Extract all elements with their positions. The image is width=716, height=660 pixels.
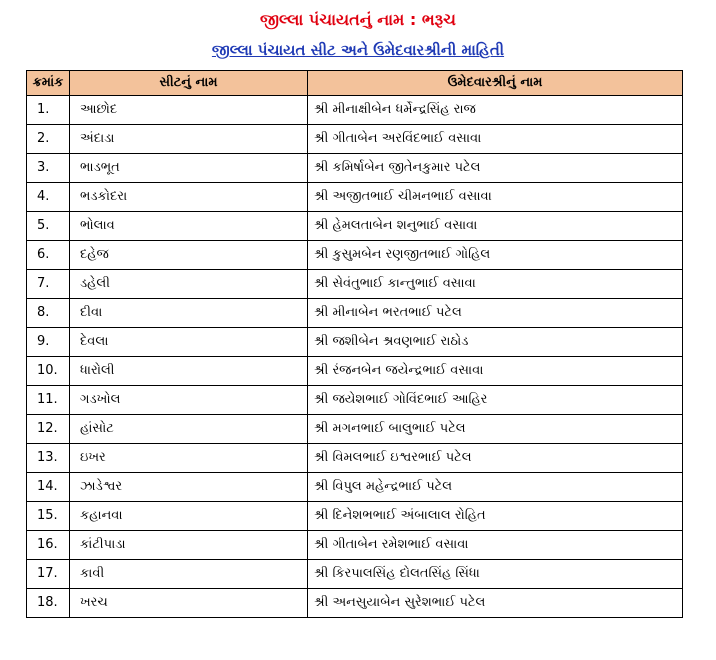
candidate-name-cell: શ્રી ગીતાબેન રમેશભાઈ વસાવા — [308, 531, 683, 560]
serial-number-cell: 18. — [27, 589, 70, 618]
seat-name-cell: ધારોલી — [70, 357, 308, 386]
header-serial-number: ક્રમાંક — [27, 71, 70, 96]
serial-number-cell: 5. — [27, 212, 70, 241]
seat-name-cell: ગડખોલ — [70, 386, 308, 415]
table-row — [27, 125, 683, 154]
table-row — [27, 502, 683, 531]
table-row — [27, 444, 683, 473]
serial-number-cell: 3. — [27, 154, 70, 183]
candidate-name-cell: શ્રી સેવંતુભાઈ કાન્તુભાઈ વસાવા — [308, 270, 683, 299]
candidate-name-cell: શ્રી અનસુયાબેન સુરેશભાઈ પટેલ — [308, 589, 683, 618]
header-candidate-name: ઉમેદવારશ્રીનું નામ — [308, 71, 683, 96]
serial-number-cell: 16. — [27, 531, 70, 560]
seat-name-cell: ઝાડેશ્વર — [70, 473, 308, 502]
serial-number-cell: 15. — [27, 502, 70, 531]
serial-number-cell: 1. — [27, 96, 70, 125]
table-header-row — [27, 71, 683, 96]
table-row — [27, 96, 683, 125]
candidate-name-cell: શ્રી ગીતાબેન અરવિંદભાઈ વસાવા — [308, 125, 683, 154]
seat-name-cell: કાવી — [70, 560, 308, 589]
candidate-name-cell: શ્રી જયેશભાઈ ગોવિંદભાઈ આહિર — [308, 386, 683, 415]
seat-name-cell: હાંસોટ — [70, 415, 308, 444]
serial-number-cell: 4. — [27, 183, 70, 212]
candidate-name-cell: શ્રી હેમલતાબેન શનુભાઈ વસાવા — [308, 212, 683, 241]
serial-number-cell: 14. — [27, 473, 70, 502]
seat-name-cell: કહાનવા — [70, 502, 308, 531]
page-subtitle: જીલ્લા પંચાયત સીટ અને ઉમેદવારશ્રીની માહિતી — [211, 41, 505, 59]
table-row — [27, 589, 683, 618]
seat-name-cell: ઇખર — [70, 444, 308, 473]
table-row — [27, 241, 683, 270]
candidate-table — [26, 70, 683, 618]
seat-name-cell: ડહેલી — [70, 270, 308, 299]
table-row — [27, 473, 683, 502]
candidate-name-cell: શ્રી રંજનબેન જયેન્દ્રભાઈ વસાવા — [308, 357, 683, 386]
candidate-name-cell: શ્રી વિપુલ મહેન્દ્રભાઈ પટેલ — [308, 473, 683, 502]
seat-name-cell: ભોલાવ — [70, 212, 308, 241]
seat-name-cell: ખરચ — [70, 589, 308, 618]
candidate-name-cell: શ્રી જશીબેન શ્રવણભાઈ રાઠોડ — [308, 328, 683, 357]
serial-number-cell: 7. — [27, 270, 70, 299]
seat-name-cell: ભાડભૂત — [70, 154, 308, 183]
seat-name-cell: દેવલા — [70, 328, 308, 357]
table-row — [27, 212, 683, 241]
table-row — [27, 154, 683, 183]
candidate-name-cell: શ્રી કમિર્ષાબેન જીતેનકુમાર પટેલ — [308, 154, 683, 183]
seat-name-cell: દીવા — [70, 299, 308, 328]
table-row — [27, 560, 683, 589]
serial-number-cell: 11. — [27, 386, 70, 415]
table-row — [27, 386, 683, 415]
candidate-name-cell: શ્રી કિરપાલસિંહ દોલતસિંહ સિંધા — [308, 560, 683, 589]
seat-name-cell: ભડકોદરા — [70, 183, 308, 212]
candidate-name-cell: શ્રી મીનાક્ષીબેન ધર્મેન્દ્રસિંહ રાજ — [308, 96, 683, 125]
table-row — [27, 328, 683, 357]
candidate-name-cell: શ્રી અજીતભાઈ ચીમનભાઈ વસાવા — [308, 183, 683, 212]
table-row — [27, 183, 683, 212]
header-seat-name: સીટનું નામ — [70, 71, 308, 96]
seat-name-cell: દહેજ — [70, 241, 308, 270]
candidate-name-cell: શ્રી મીનાબેન ભરતભાઈ પટેલ — [308, 299, 683, 328]
serial-number-cell: 8. — [27, 299, 70, 328]
page-title: જીલ્લા પંચાયતનું નામ : ભરૂચ — [260, 10, 456, 29]
candidate-name-cell: શ્રી કુસુમબેન રણજીતભાઈ ગોહિલ — [308, 241, 683, 270]
serial-number-cell: 10. — [27, 357, 70, 386]
serial-number-cell: 12. — [27, 415, 70, 444]
candidate-name-cell: શ્રી મગનભાઈ બાલુભાઈ પટેલ — [308, 415, 683, 444]
table-row — [27, 415, 683, 444]
seat-name-cell: આછોદ — [70, 96, 308, 125]
candidate-name-cell: શ્રી વિમલભાઈ ઇશ્વરભાઈ પટેલ — [308, 444, 683, 473]
serial-number-cell: 13. — [27, 444, 70, 473]
serial-number-cell: 17. — [27, 560, 70, 589]
table-row — [27, 357, 683, 386]
table-row — [27, 299, 683, 328]
table-row — [27, 531, 683, 560]
serial-number-cell: 2. — [27, 125, 70, 154]
candidate-name-cell: શ્રી દિનેશભભાઈ અંબાલાલ રોહિત — [308, 502, 683, 531]
serial-number-cell: 6. — [27, 241, 70, 270]
serial-number-cell: 9. — [27, 328, 70, 357]
seat-name-cell: કાંટીપાડા — [70, 531, 308, 560]
table-row — [27, 270, 683, 299]
seat-name-cell: અંદાડા — [70, 125, 308, 154]
